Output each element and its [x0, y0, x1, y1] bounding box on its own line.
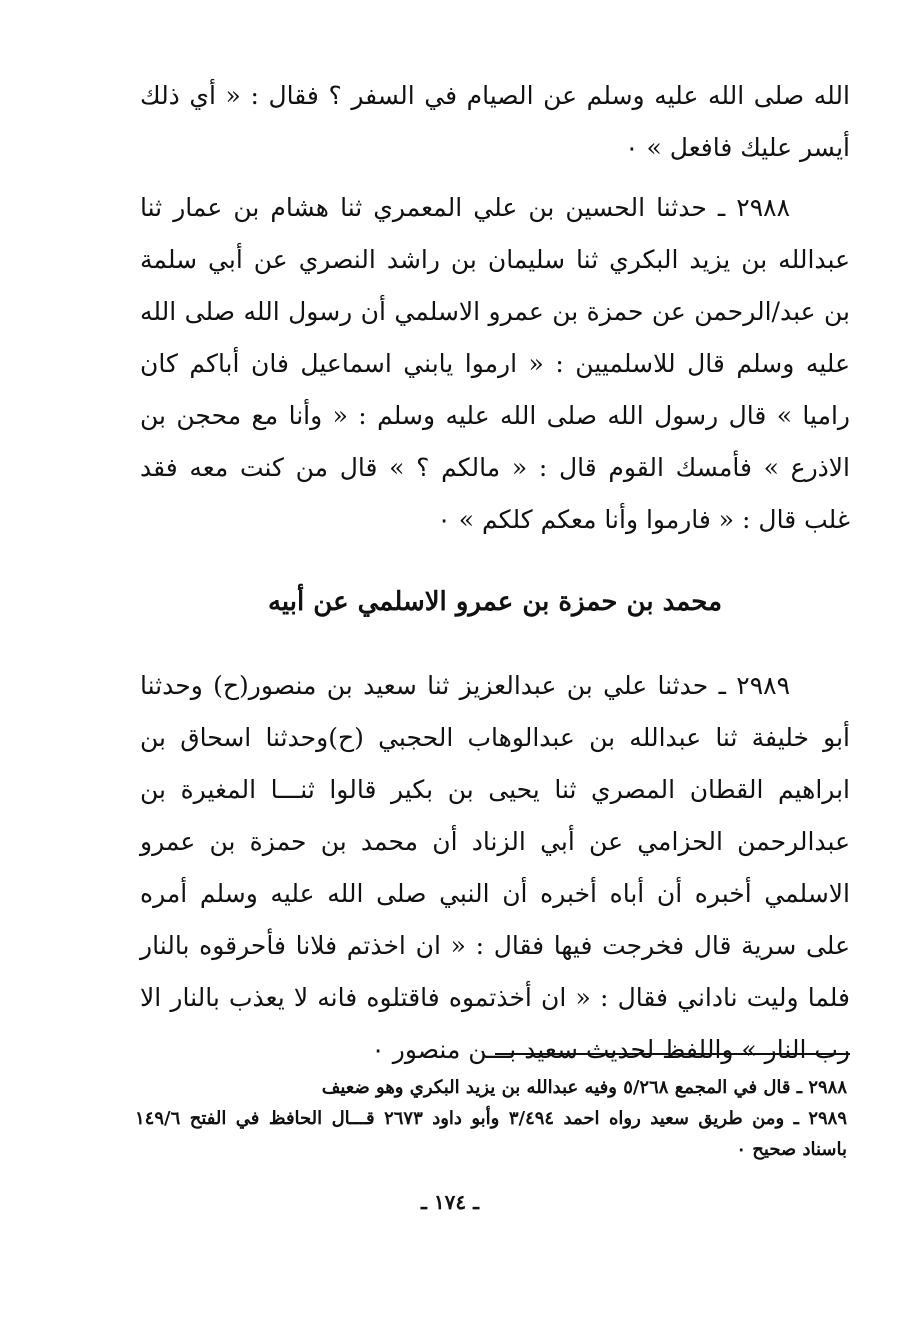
section-heading: محمد بن حمزة بن عمرو الاسلمي عن أبيه [267, 587, 723, 617]
footnotes [135, 1072, 847, 1165]
main-text [140, 70, 850, 1076]
hadith-2988: ٢٩٨٨ ـ حدثنا الحسين بن علي المعمري ثنا هشام بن عمار ثنا عبدالله بن يزيد البكري ثنا سليمان بن راشد النصري عن أبي سلمة بن عبد/الرحمن عن حمزة بن عمرو الاسلمي أن رسول الله صلى الله عليه وسلم قال للاسلميين : « ارموا يابني اسماعيل فان أباكم كان راميا » قال رسول الله صلى الله عليه وسلم : « وأنا مع محجن بن الاذرع » فأمسك القوم قال : « مالكم ؟ » قال من كنت معه فقد غلب قال : « فارموا وأنا معكم كلكم » ٠ [140, 193, 850, 534]
hadith-2989: ٢٩٨٩ ـ حدثنا علي بن عبدالعزيز ثنا سعيد بن منصور(ح) وحدثنا أبو خليفة ثنا عبدالله بن عبدالوهاب الحجبي (ح)وحدثنا اسحاق بن ابراهيم القطان المصري ثنا يحيى بن بكير قالوا ثنـــا المغيرة بن عبدالرحمن الحزامي عن أبي الزناد أن محمد بن حمزة بن عمرو الاسلمي أخبره أن أباه أخبره أن النبي صلى الله عليه وسلم أمره على سرية قال فخرجت فيها فقال : « ان اخذتم فلانا فأحرقوه بالنار فلما وليت ناداني فقال : « ان أخذتموه فاقتلوه فانه لا يعذب بالنار الا رب النار » واللفظ لحديث سعيد بـــن منصور ٠ [140, 671, 850, 1064]
footnote-divider [495, 1053, 850, 1055]
page-number: ـ ١٧٤ ـ [421, 1190, 479, 1214]
footnote-2988: ٢٩٨٨ ـ قال في المجمع ٥/٢٦٨ وفيه عبدالله بن يزيد البكري وهو ضعيف [321, 1077, 847, 1098]
paragraph-continuation: الله صلى الله عليه وسلم عن الصيام في السفر ؟ فقال : « أي ذلك أيسر عليك فافعل » ٠ [140, 81, 850, 162]
footnote-2989: ٢٩٨٩ ـ ومن طريق سعيد رواه احمد ٣/٤٩٤ وأبو داود ٢٦٧٣ قـــال الحافظ في الفتح ١٤٩/٦ باسناد صحيح ٠ [135, 1108, 847, 1160]
